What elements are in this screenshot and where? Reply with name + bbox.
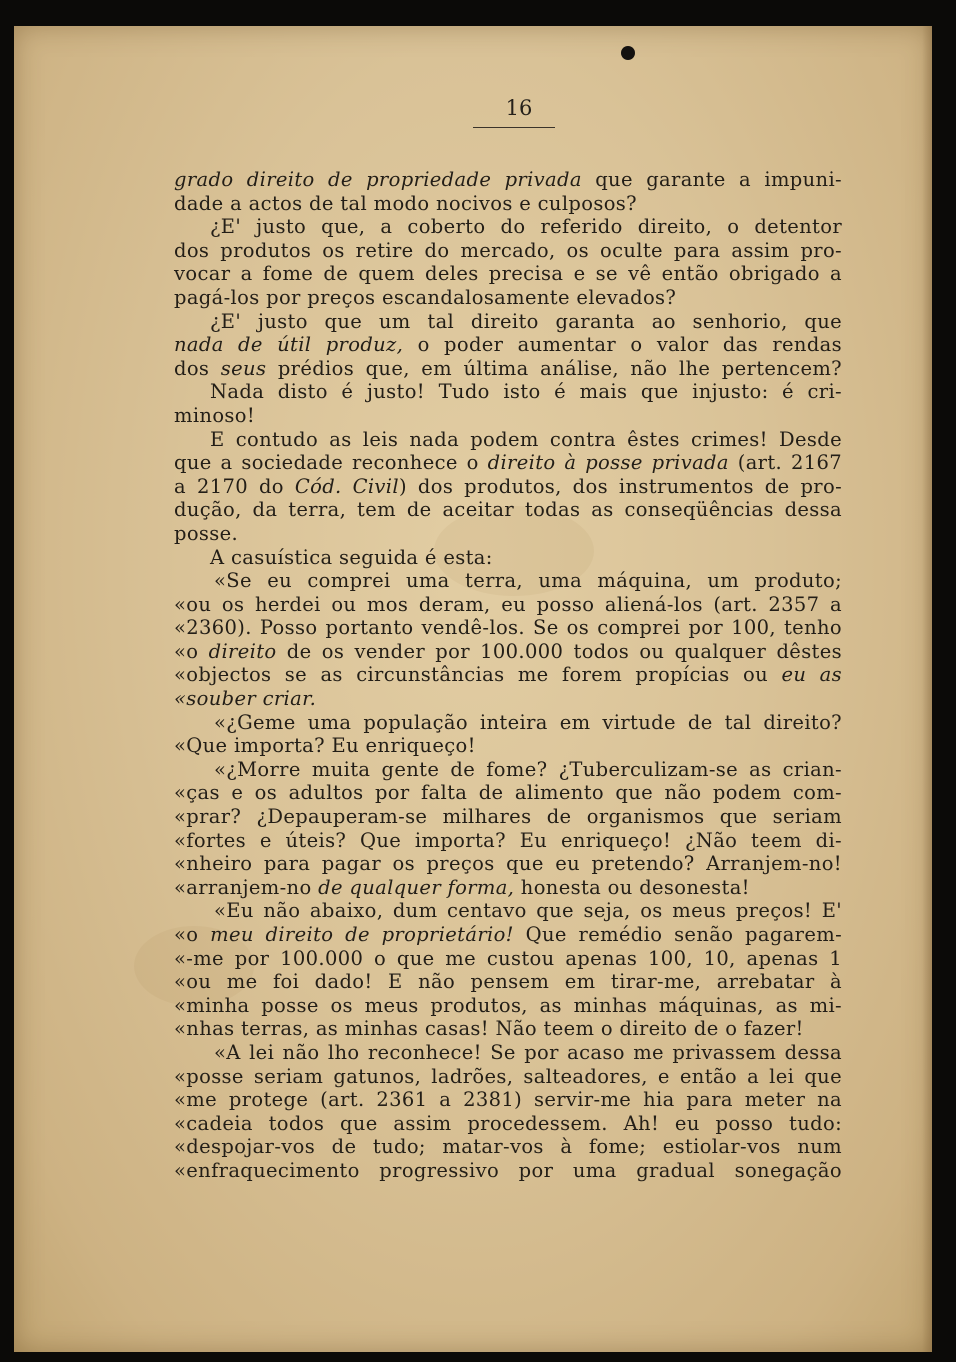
text-line [174, 357, 842, 381]
emphasis: meu direito de proprietário! [210, 923, 514, 946]
text-line: Nada disto é justo! Tudo isto é mais que injusto: é cri- [210, 380, 842, 404]
text-span: honesta ou desonesta! [514, 875, 750, 899]
text-span: dos [174, 356, 221, 380]
emphasis: grado direito de propriedade privada [174, 168, 582, 191]
text-line: «A lei não lho reconhece! Se por acaso me privassem dessa [214, 1040, 842, 1064]
text-line [174, 168, 842, 192]
book-page [14, 26, 932, 1352]
text-line: dos produtos os retire do mercado, os oculte para assim pro- [174, 238, 842, 262]
text-span: «o [174, 639, 209, 663]
text-line: «Se eu comprei uma terra, uma máquina, um produto; [214, 569, 842, 593]
text-line [174, 333, 842, 357]
body-text [174, 168, 842, 1183]
text-line: «nheiro para pagar os preços que eu pretendo? Arranjem-no! [174, 852, 842, 876]
emphasis: «souber criar. [174, 687, 317, 711]
emphasis: nada de útil produz, [174, 333, 404, 357]
text-line: «ou me foi dado! E não pensem em tirar-me, arrebatar à [174, 970, 842, 994]
text-line: dução, da terra, tem de aceitar todas as conseqüências dessa [174, 498, 842, 522]
text-line: «minha posse os meus produtos, as minhas máquinas, as mi- [174, 993, 842, 1017]
emphasis: eu as [781, 663, 842, 687]
page-spine-shadow [922, 26, 932, 1352]
page-number-rule [473, 127, 555, 128]
text-line: posse. [174, 521, 239, 545]
text-line: pagá-los por preços escandalosamente elevados? [174, 285, 677, 309]
text-line: ¿E' justo que, a coberto do referido direito, o detentor [210, 215, 842, 239]
text-line [174, 663, 842, 687]
text-line: «prar? ¿Depauperam-se milhares de organismos que seriam [174, 805, 842, 829]
text-line: ¿E' justo que um tal direito garanta ao senhorio, que [210, 309, 842, 333]
emphasis: direito à posse privada [487, 451, 729, 475]
text-line: vocar a fome de quem deles precisa e se vê então obrigado a [174, 262, 842, 286]
text-line: «ças e os adultos por falta de alimento que não podem com- [174, 781, 842, 805]
text-span: «objectos se as circunstâncias me forem propícias ou [174, 663, 782, 687]
text-span: «arranjem-no [174, 875, 319, 899]
text-span: a 2170 do [174, 474, 295, 498]
text-span: o poder aumentar o valor das rendas [403, 333, 842, 357]
text-span: que garante a impuni- [581, 168, 842, 191]
text-span: Que remédio senão pagarem- [513, 923, 843, 946]
text-line: «fortes e úteis? Que importa? Eu enriqueço! ¿Não teem di- [174, 828, 842, 852]
text-line: «me protege (art. 2361 a 2381) servir-me hia para meter na [174, 1088, 842, 1112]
text-line: «enfraquecimento progressivo por uma gradual sonegação [174, 1158, 842, 1182]
text-line: dade a actos de tal modo nocivos e culposos? [174, 191, 637, 215]
text-line [174, 475, 842, 499]
text-line: «posse seriam gatunos, ladrões, salteadores, e então a lei que [174, 1064, 842, 1088]
emphasis: seus [220, 356, 267, 380]
text-span: (art. 2167 [728, 451, 842, 475]
text-span: «o [174, 923, 211, 946]
text-span: ) dos produtos, dos instrumentos de pro- [398, 474, 843, 498]
emphasis: Cód. Civil [294, 474, 399, 498]
text-span: que a sociedade reconhece o [174, 451, 488, 475]
text-line [174, 687, 842, 711]
text-line: minoso! [174, 403, 256, 427]
ink-blot [621, 46, 635, 60]
emphasis: de qualquer forma, [318, 875, 515, 899]
emphasis: direito [208, 639, 277, 663]
text-line [174, 876, 842, 900]
text-line: «-me por 100.000 o que me custou apenas 100, 10, apenas 1 [174, 946, 842, 970]
text-line: «¿Geme uma população inteira em virtude de tal direito? [214, 710, 842, 734]
text-line: «2360). Posso portanto vendê-los. Se os comprei por 100, tenho [174, 616, 842, 640]
text-line: «cadeia todos que assim procedessem. Ah! eu posso tudo: [174, 1111, 842, 1135]
text-line: «ou os herdei ou mos deram, eu posso aliená-los (art. 2357 a [174, 592, 842, 616]
text-line: A casuística seguida é esta: [210, 545, 493, 569]
text-line: E contudo as leis nada podem contra êstes crimes! Desde [210, 427, 842, 451]
text-line: «¿Morre muita gente de fome? ¿Tuberculizam-se as crian- [214, 757, 842, 781]
text-span: de os vender por 100.000 todos ou qualquer dêstes [276, 639, 842, 663]
text-line: «Eu não abaixo, dum centavo que seja, os meus preços! E' [214, 899, 842, 923]
text-line: «Que importa? Eu enriqueço! [174, 734, 476, 758]
text-line: «despojar-vos de tudo; matar-vos à fome; estiolar-vos num [174, 1135, 842, 1159]
text-line [174, 640, 842, 664]
text-line [174, 923, 842, 947]
page-number: 16 [505, 96, 533, 120]
text-line: «nhas terras, as minhas casas! Não teem o direito de o fazer! [174, 1017, 804, 1041]
text-span: prédios que, em última análise, não lhe pertencem? [266, 356, 842, 380]
text-line [174, 451, 842, 475]
